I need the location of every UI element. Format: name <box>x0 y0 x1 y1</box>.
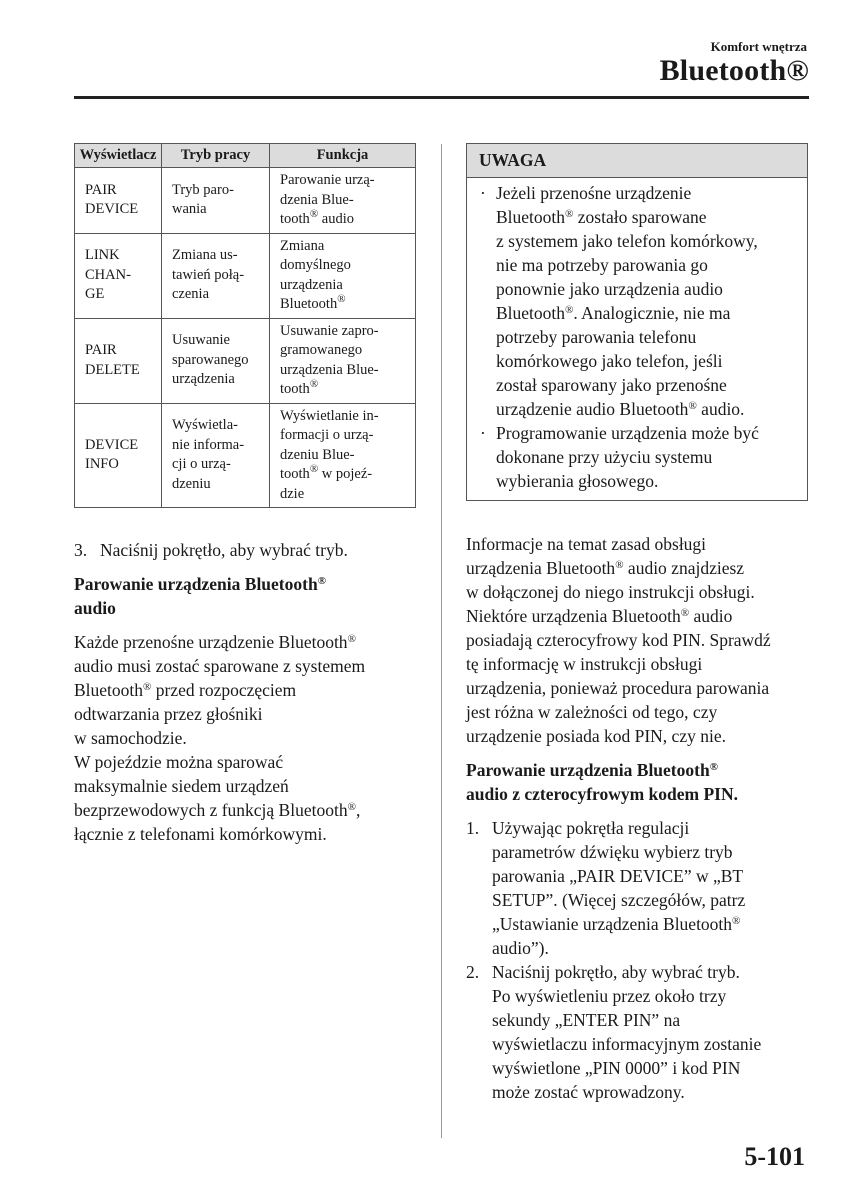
registered-mark: ® <box>688 399 697 412</box>
registered-mark: ® <box>709 760 718 773</box>
note-box <box>466 143 808 501</box>
cell-display: DEVICE INFO <box>75 403 162 508</box>
step-number: 3. <box>74 540 88 560</box>
header-mode: Tryb pracy <box>162 144 270 168</box>
registered-mark: ® <box>309 462 319 475</box>
registered-mark: ® <box>565 303 574 316</box>
table-row <box>75 403 416 508</box>
cell-display: PAIR DEVICE <box>75 168 162 234</box>
paragraph-info: Informacje na temat zasad obsługi urządzenia Bluetooth® audio znajdziesz w dołączonej do niego instrukcji obsługi. Niektóre urządzenia Bluetooth® audio posiadają czterocyfrowy kod PIN. Sprawdź tę informację w instrukcji obsługi urządzenia, ponieważ procedura parowania jest różna w zależności od tego, czy urządzenie posiada kod PIN, czy nie. <box>466 534 771 746</box>
page-title: Bluetooth® <box>659 54 809 87</box>
left-text <box>74 538 418 846</box>
section-label: Komfort wnętrza <box>710 39 807 54</box>
step-text: Naciśnij pokrętło, aby wybrać tryb. Po wyświetleniu przez około trzy sekundy „ENTER PIN” na wyświetlaczu informacyjnym zostanie wyświetlone „PIN 0000” i kod PIN może zostać wprowadzony. <box>492 962 762 1102</box>
cell-function: Zmiana domyślnego urządzenia Bluetooth® <box>270 233 416 318</box>
page-number: 5-101 <box>744 1142 805 1171</box>
table-row <box>75 233 416 318</box>
right-column <box>466 143 808 1104</box>
registered-mark: ® <box>732 914 741 927</box>
registered-mark: ® <box>347 800 356 813</box>
pin-step <box>466 816 808 960</box>
step-text: Naciśnij pokrętło, aby wybrać tryb. <box>100 540 348 560</box>
note-bullet <box>480 421 797 493</box>
cell-mode: Wyświetla- nie informa- cji o urzą- dzeniu <box>162 403 270 508</box>
pin-step <box>466 960 808 1104</box>
table-header-row <box>75 144 416 168</box>
cell-function: Usuwanie zapro- gramowanego urządzenia Blue- tooth® <box>270 318 416 403</box>
bullet-text: Jeżeli przenośne urządzenie Bluetooth® zostało sparowane z systemem jako telefon komórkowy, nie ma potrzeby parowania go ponownie jako urządzenia audio Bluetooth®. Analogicznie, nie ma potrzeby parowania telefonu komórkowego jako telefon, jeśli został sparowany jako przenośne urządzenie audio Bluetooth® audio. <box>496 183 758 419</box>
registered-mark: ® <box>309 377 319 390</box>
bullet-text: Programowanie urządzenia może być dokonane przy użyciu systemu wybierania głosowego. <box>496 423 759 491</box>
note-bullet <box>480 181 797 421</box>
title-rule <box>74 96 809 99</box>
step-number: 1. <box>466 818 480 838</box>
subhead-pin-pairing: Parowanie urządzenia Bluetooth® audio z czterocyfrowym kodem PIN. <box>466 760 739 804</box>
subhead-pairing-audio: Parowanie urządzenia Bluetooth® audio <box>74 574 326 618</box>
note-heading: UWAGA <box>467 144 807 178</box>
paragraph-max-devices: W pojeździe można sparować maksymalnie siedem urządzeń bezprzewodowych z funkcją Bluetooth®, łącznie z telefonami komórkowymi. <box>74 752 361 844</box>
display-modes-table <box>74 143 416 508</box>
table-body <box>75 168 416 508</box>
registered-mark: ® <box>680 606 690 619</box>
cell-mode: Tryb paro- wania <box>162 168 270 234</box>
cell-display: PAIR DELETE <box>75 318 162 403</box>
note-body <box>467 178 807 500</box>
cell-mode: Zmiana us- tawień połą- czenia <box>162 233 270 318</box>
step-number: 2. <box>466 962 480 982</box>
header-display: Wyświetlacz <box>75 144 162 168</box>
cell-function: Parowanie urzą- dzenia Blue- tooth® audio <box>270 168 416 234</box>
registered-mark: ® <box>337 292 346 305</box>
paragraph-pairing: Każde przenośne urządzenie Bluetooth® audio musi zostać sparowane z systemem Bluetooth® przed rozpoczęciem odtwarzania przez głośniki w samochodzie. <box>74 632 366 748</box>
registered-mark: ® <box>347 632 356 645</box>
registered-mark: ® <box>309 207 319 220</box>
step-3 <box>74 538 418 562</box>
registered-mark: ® <box>565 207 574 220</box>
header-function: Funkcja <box>270 144 416 168</box>
column-divider <box>441 144 442 1138</box>
cell-display: LINK CHAN- GE <box>75 233 162 318</box>
pin-steps <box>466 816 808 1104</box>
registered-mark: ® <box>317 574 326 587</box>
left-column <box>74 143 418 846</box>
bullet-dot: · <box>480 183 486 203</box>
registered-mark: ® <box>615 558 624 571</box>
right-text <box>466 532 808 1104</box>
cell-mode: Usuwanie sparowanego urządzenia <box>162 318 270 403</box>
bullet-dot: · <box>480 423 486 443</box>
table-row <box>75 318 416 403</box>
table-row <box>75 168 416 234</box>
step-text: Używając pokrętła regulacji parametrów dźwięku wybierz tryb parowania „PAIR DEVICE” w „BT SETUP”. (Więcej szczegółów, patrz „Ustawianie urządzenia Bluetooth® audio”). <box>492 818 746 958</box>
cell-function: Wyświetlanie in- formacji o urzą- dzeniu Blue- tooth® w pojeź- dzie <box>270 403 416 508</box>
registered-mark: ® <box>143 680 152 693</box>
